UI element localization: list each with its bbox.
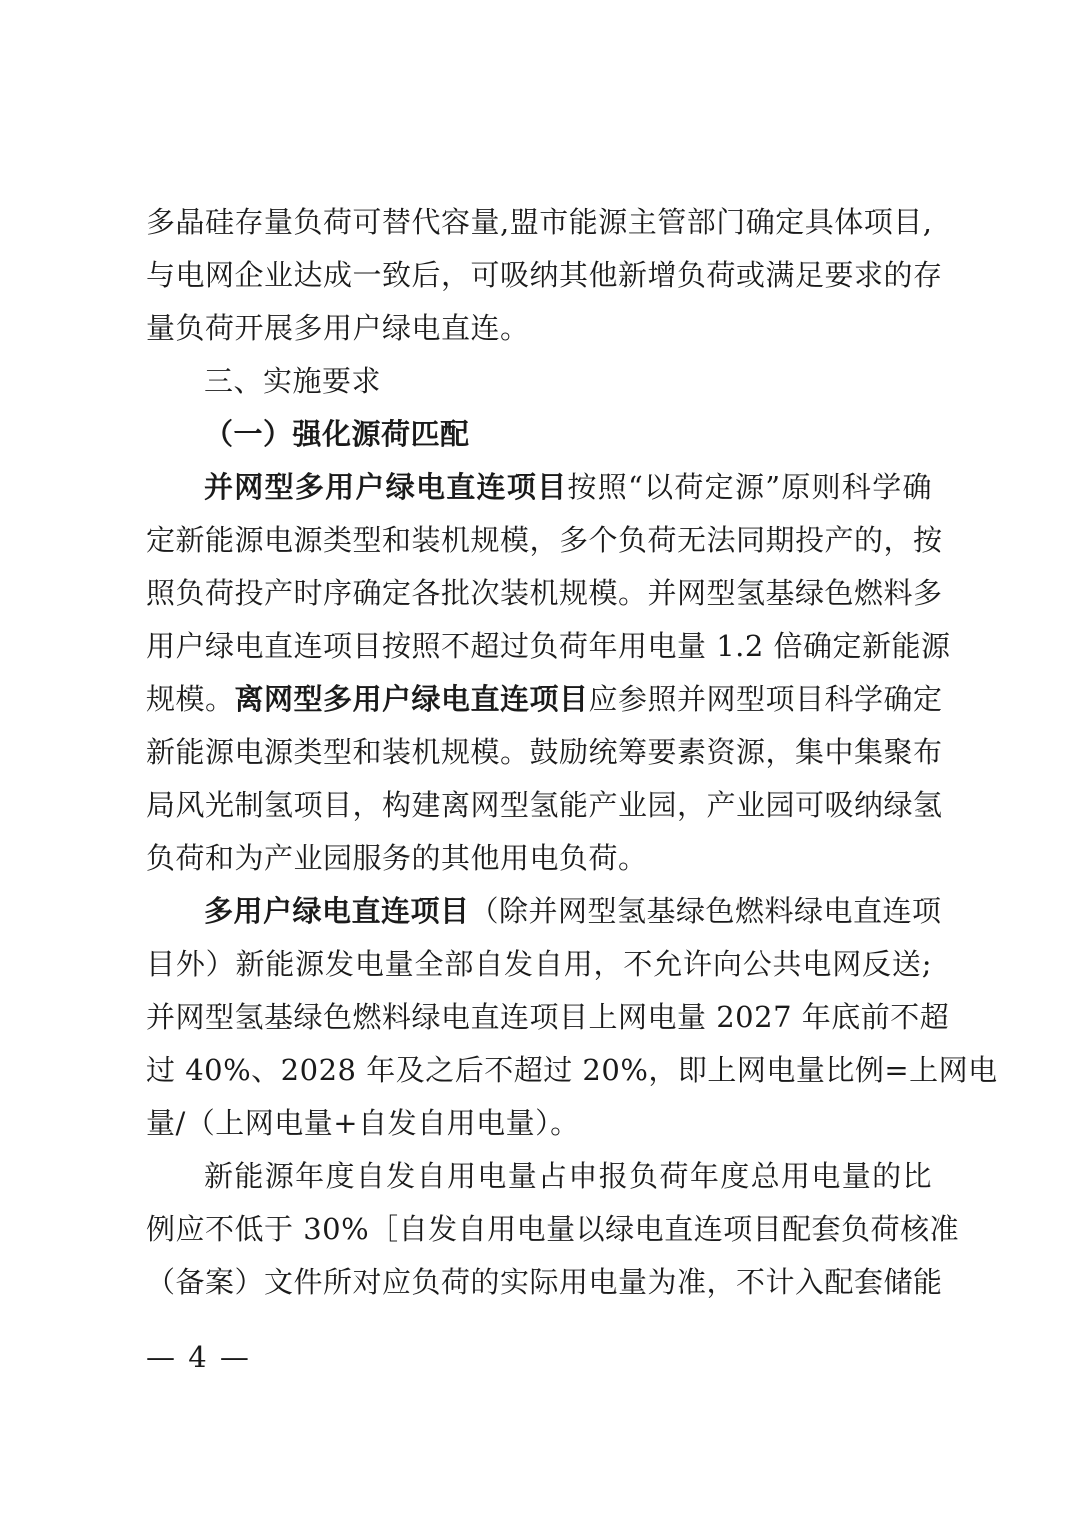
body-text: 应参照并网型项目科学确定 (588, 682, 943, 716)
body-text-line: 定新能源电源类型和装机规模，多个负荷无法同期投产的，按 (146, 523, 943, 557)
body-text-line: 新能源电源类型和装机规模。鼓励统筹要素资源，集中集聚布 (146, 735, 943, 769)
body-text-line: 量负荷开展多用户绿电直连。 (146, 311, 530, 345)
body-text-line: 新能源年度自发自用电量占申报负荷年度总用电量的比 (204, 1159, 932, 1193)
section-heading: 三、实施要求 (204, 364, 382, 398)
body-text-line (146, 885, 942, 938)
body-text-line: 量/（上网电量+自发自用电量）。 (146, 1106, 580, 1140)
body-text: 规模。 (146, 682, 235, 716)
body-text-line: 并网型氢基绿色燃料绿电直连项目上网电量 2027 年底前不超 (146, 1000, 950, 1034)
body-text-line: 与电网企业达成一致后，可吸纳其他新增负荷或满足要求的存 (146, 258, 943, 292)
subsection-heading: （一）强化源荷匹配 (204, 417, 470, 451)
body-text-line: 多晶硅存量负荷可替代容量,盟市能源主管部门确定具体项目, (146, 205, 933, 239)
body-text-line (146, 461, 932, 514)
body-text-line: 例应不低于 30%［自发自用电量以绿电直连项目配套负荷核准 (146, 1212, 960, 1246)
emphasis-term: 多用户绿电直连项目 (204, 894, 470, 928)
body-text: （除并网型氢基绿色燃料绿电直连项 (469, 894, 942, 928)
body-text-line: 用户绿电直连项目按照不超过负荷年用电量 1.2 倍确定新能源 (146, 629, 951, 663)
body-text-line: 目外）新能源发电量全部自发自用，不允许向公共电网反送; (146, 947, 932, 981)
emphasis-term: 并网型多用户绿电直连项目 (204, 470, 568, 504)
body-text-line: 照负荷投产时序确定各批次装机规模。并网型氢基绿色燃料多 (146, 576, 943, 610)
page-number: — 4 — (146, 1340, 251, 1374)
body-text-line: 负荷和为产业园服务的其他用电负荷。 (146, 841, 648, 875)
body-text-line: （备案）文件所对应负荷的实际用电量为准，不计入配套储能 (146, 1265, 943, 1299)
document-body (146, 196, 998, 1309)
body-text-line: 过 40%、2028 年及之后不超过 20%，即上网电量比例=上网电 (146, 1053, 998, 1087)
emphasis-term: 离网型多用户绿电直连项目 (234, 682, 589, 716)
body-text-line: 局风光制氢项目，构建离网型氢能产业园，产业园可吸纳绿氢 (146, 788, 943, 822)
body-text: 按照“以荷定源”原则科学确 (567, 470, 932, 504)
body-text-line (146, 673, 943, 726)
